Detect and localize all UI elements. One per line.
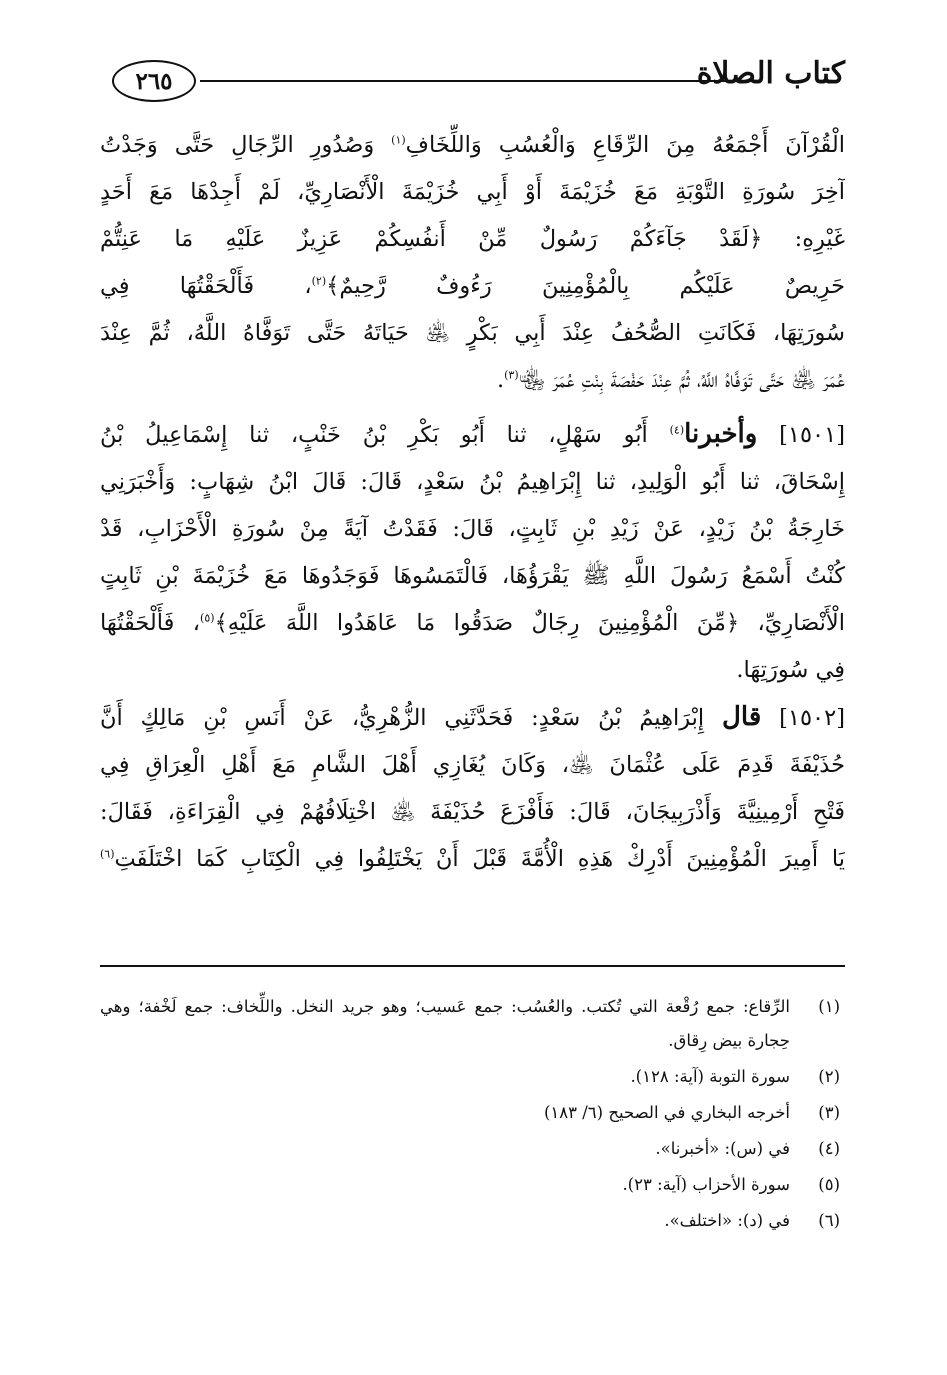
footnote-ref: (٦)	[100, 847, 115, 861]
footnote	[100, 1168, 845, 1202]
text-line: [١٥٠١] وأخبرنا$^{(٤)}$ أَبُو سَهْلٍ، ثنا أَبُو بَكْرِ بْنُ خَنْبٍ، ثنا إِسْمَاعِيلُ بْنُ	[100, 419, 845, 449]
footnote-ref: (٥)	[200, 611, 215, 625]
footnote-number: (٤)	[818, 1139, 840, 1158]
text-line: الْقُرْآنَ أَجْمَعُهُ مِنَ الرِّقَاعِ وَالْعُسُبِ وَاللِّخَافِ$^{(١)}$ وَصُدُورِ الرِّجَالِ حَتَّى وَجَدْتُ	[100, 132, 845, 158]
hadith-number: [١٥٠١]	[779, 422, 845, 448]
footnote-divider	[100, 965, 845, 967]
text-line: حَرِيصٌ عَلَيْكُم بِالْمُؤْمِنِينَ رَءُوفٌ رَّحِيمٌ﴾$^{(٢)}$، فَأَلْحَقْتُهَا فِي	[100, 273, 845, 299]
text-line: فِي سُورَتِهَا.	[736, 657, 845, 683]
footnote-number: (٥)	[818, 1175, 840, 1194]
footnote-number: (٣)	[818, 1103, 840, 1122]
running-title: كتاب الصلاة	[696, 56, 845, 91]
page-header	[100, 52, 845, 112]
text-line: غَيْرِهِ: ﴿لَقَدْ جَآءَكُمْ رَسُولٌ مِّنْ أَنفُسِكُمْ عَزِيزٌ عَلَيْهِ مَا عَنِتُّمْ	[100, 226, 845, 252]
footnote-ref: (٢)	[311, 274, 327, 288]
text-line: الْأَنْصَارِيِّ، ﴿مِّنَ الْمُؤْمِنِينَ رِجَالٌ صَدَقُوا مَا عَاهَدُوا اللَّهَ عَلَيْهِ﴾$^{(٥)}$، فَأَلْحَقْتُهَا	[100, 610, 845, 636]
text-line: آخِرَ سُورَةِ التَّوْبَةِ مَعَ خُزَيْمَةَ أَوْ أَبِي خُزَيْمَةَ الْأَنْصَارِيِّ، لَمْ أَجِدْهَا مَعَ أَحَدٍ	[100, 179, 845, 205]
footnote-number: (٢)	[818, 1067, 840, 1086]
footnotes	[100, 990, 845, 1240]
page-number-badge	[112, 60, 196, 102]
page-number: ٢٦٥	[135, 67, 173, 95]
text-line: عُمَرَ ﵁ حَتَّى تَوَفَّاهُ اللَّهُ، ثُمَّ عِنْدَ حَفْصَةَ بِنْتِ عُمَرَ ﵄$^{(٣)}$.	[496, 367, 845, 393]
text-line: حُذَيْفَةَ قَدِمَ عَلَى عُثْمَانَ ﵁، وَكَانَ يُغَازِي أَهْلَ الشَّامِ مَعَ أَهْلِ الْعِرَاقِ فِي	[100, 752, 845, 778]
text-line: يَا أَمِيرَ الْمُؤْمِنِينَ أَدْرِكْ هَذِهِ الْأُمَّةَ قَبْلَ أَنْ يَخْتَلِفُوا فِي الْكِتَابِ كَمَا اخْتَلَفَتِ$^{(٦)}$	[100, 846, 845, 872]
text-line: [١٥٠٢] قال إِبْرَاهِيمُ بْنُ سَعْدٍ: فَحَدَّثَنِي الزُّهْرِيُّ، عَنْ أَنَسِ بْنِ مَالِكٍ أَنَّ	[100, 702, 845, 732]
footnote-text: الرِّقاع: جمع رُقْعة التي تُكتب. والعُسُب: جمع عَسيب؛ وهو جريد النخل. واللِّخاف: جمع لَخْفة؛ وهي حِجارة بيض رِقاق.	[100, 997, 790, 1050]
hadith-number: [١٥٠٢]	[779, 705, 845, 731]
footnote-ref: (٣)	[504, 368, 519, 382]
footnote-text: أخرجه البخاري في الصحيح (٦/ ١٨٣)	[543, 1103, 790, 1122]
paragraph-1502	[100, 694, 845, 883]
text-line: سُورَتِهَا، فَكَانَتِ الصُّحُفُ عِنْدَ أَبِي بَكْرٍ ﵁ حَيَاتَهُ حَتَّى تَوَفَّاهُ اللَّهُ، ثُمَّ عِنْدَ	[100, 320, 845, 346]
header-rule	[200, 80, 735, 82]
footnote	[100, 1132, 845, 1166]
footnote-number: (١)	[818, 997, 840, 1016]
paragraph-1500-continuation	[100, 122, 845, 404]
footnote	[100, 1204, 845, 1238]
hadith-lead: وأخبرنا	[684, 419, 758, 449]
text-line: كُنْتُ أَسْمَعُ رَسُولَ اللَّهِ ﷺ يَقْرَؤُهَا، فَالْتَمَسُوهَا فَوَجَدُوهَا مَعَ خُزَيْمَةَ بْنِ ثَابِتٍ	[100, 563, 845, 589]
text-line: إِسْحَاقَ، ثنا أَبُو الْوَلِيدِ، ثنا إِبْرَاهِيمُ بْنُ سَعْدٍ، قَالَ: قَالَ ابْنُ شِهَابٍ: وَأَخْبَرَنِي	[100, 469, 845, 495]
footnote	[100, 1060, 845, 1094]
footnote	[100, 990, 845, 1058]
footnote-ref: (١)	[391, 133, 406, 147]
paragraph-1501	[100, 411, 845, 694]
main-text	[100, 122, 845, 883]
footnote	[100, 1096, 845, 1130]
text-line: خَارِجَةُ بْنُ زَيْدٍ، عَنْ زَيْدِ بْنِ ثَابِتٍ، قَالَ: فَقَدْتُ آيَةً مِنْ سُورَةِ الْأَحْزَابِ، قَدْ	[100, 516, 845, 542]
footnote-text: في (د): «اختلف».	[664, 1211, 790, 1230]
footnote-text: سورة الأحزاب (آية: ٢٣).	[622, 1175, 790, 1194]
text-line: فَتْحِ أَرْمِينِيَّةَ وَأَذْرَبِيجَانَ، قَالَ: فَأَفْزَعَ حُذَيْفَةَ ﵁ اخْتِلَافُهُمْ فِي الْقِرَاءَةِ، فَقَالَ:	[100, 799, 845, 825]
footnote-ref: (٤)	[669, 423, 685, 437]
footnote-number: (٦)	[818, 1211, 840, 1230]
footnote-text: سورة التوبة (آية: ١٢٨).	[630, 1067, 790, 1086]
hadith-lead: قال	[722, 702, 762, 732]
footnote-text: في (س): «أخبرنا».	[655, 1139, 790, 1158]
